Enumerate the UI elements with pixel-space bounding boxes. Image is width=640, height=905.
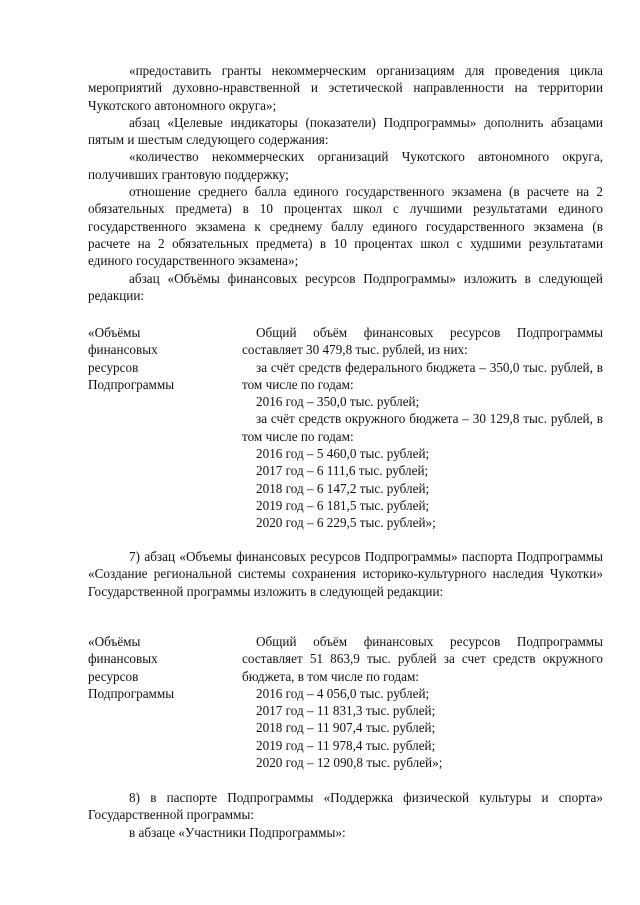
paragraph-7 xyxy=(88,548,603,600)
table-label xyxy=(88,633,218,702)
federal-paragraph: за счёт средств федерального бюджета – 350,0 тыс. рублей, в том числе по годам: xyxy=(242,359,603,392)
paragraph: абзац «Целевые индикаторы (показатели) Подпрограммы» дополнить абзацами пятым и шестым следующего содержания: xyxy=(88,114,603,148)
year-line: 2018 год – 11 907,4 тыс. рублей; xyxy=(256,720,436,736)
label-line: финансовых xyxy=(88,342,158,358)
paragraph: «предоставить гранты некоммерческим организациям для проведения цикла мероприятий духовно-нравственной и эстетической направленности на территории Чукотского автономного округа»; xyxy=(88,63,603,113)
paragraph: в абзаце «Участники Подпрограммы»: xyxy=(129,824,346,840)
total-paragraph: Общий объём финансовых ресурсов Подпрограммы составляет 30 479,8 тыс. рублей, из них: xyxy=(242,325,603,358)
paragraph: 7) абзац «Объемы финансовых ресурсов Подпрограммы» паспорта Подпрограммы «Создание региональной системы сохранения историко-культурного наследия Чукотки» Государственной программы изложить в следующей редакции: xyxy=(88,549,603,599)
label-line: «Объёмы xyxy=(88,634,141,649)
table-label xyxy=(88,324,218,393)
year-line: 2020 год – 12 090,8 тыс. рублей»; xyxy=(256,755,443,771)
paragraph: абзац «Объёмы финансовых ресурсов Подпрограммы» изложить в следующей редакции: xyxy=(88,270,603,303)
label-line: Подпрограммы xyxy=(88,376,175,392)
paragraph: отношение среднего балла единого государственного экзамена (в расчете на 2 обязательных предмета) в 10 процентах школ с лучшими результатами единого государственного экзамена к среднему баллу единого государственного экзамена (в расчете на 2 обязательных предмета) в 10 процентах школ с худшими результатами единого государственного экзамена»; xyxy=(88,184,603,269)
paragraph: 8) в паспорте Подпрограммы «Поддержка физической культуры и спорта» Государственной программы: xyxy=(88,790,603,823)
table-value xyxy=(242,633,603,771)
year-line: 2018 год – 6 147,2 тыс. рублей; xyxy=(256,480,430,496)
year-line: 2016 год – 350,0 тыс. рублей; xyxy=(256,394,420,410)
label-line: ресурсов xyxy=(88,668,139,684)
label-line: финансовых xyxy=(88,651,158,667)
intro-section xyxy=(88,62,603,304)
table-value xyxy=(242,324,603,532)
label-line: ресурсов xyxy=(88,359,139,375)
year-line: 2019 год – 11 978,4 тыс. рублей; xyxy=(256,737,436,753)
year-line: 2020 год – 6 229,5 тыс. рублей»; xyxy=(256,515,436,531)
year-line: 2017 год – 6 111,6 тыс. рублей; xyxy=(256,463,429,479)
year-line: 2016 год – 5 460,0 тыс. рублей; xyxy=(256,446,430,462)
year-line: 2016 год – 4 056,0 тыс. рублей; xyxy=(256,685,430,701)
paragraph-8 xyxy=(88,789,603,841)
year-line: 2017 год – 11 831,3 тыс. рублей; xyxy=(256,703,436,719)
total-paragraph: Общий объём финансовых ресурсов Подпрограммы составляет 51 863,9 тыс. рублей за счет средств окружного бюджета, в том числе по годам: xyxy=(242,634,603,684)
district-paragraph: за счёт средств окружного бюджета – 30 129,8 тыс. рублей, в том числе по годам: xyxy=(242,411,603,444)
label-line: «Объёмы xyxy=(88,325,141,340)
paragraph: «количество некоммерческих организаций Чукотского автономного округа, получивших грантовую поддержку; xyxy=(88,149,603,182)
year-line: 2019 год – 6 181,5 тыс. рублей; xyxy=(256,497,430,513)
label-line: Подпрограммы xyxy=(88,685,175,701)
